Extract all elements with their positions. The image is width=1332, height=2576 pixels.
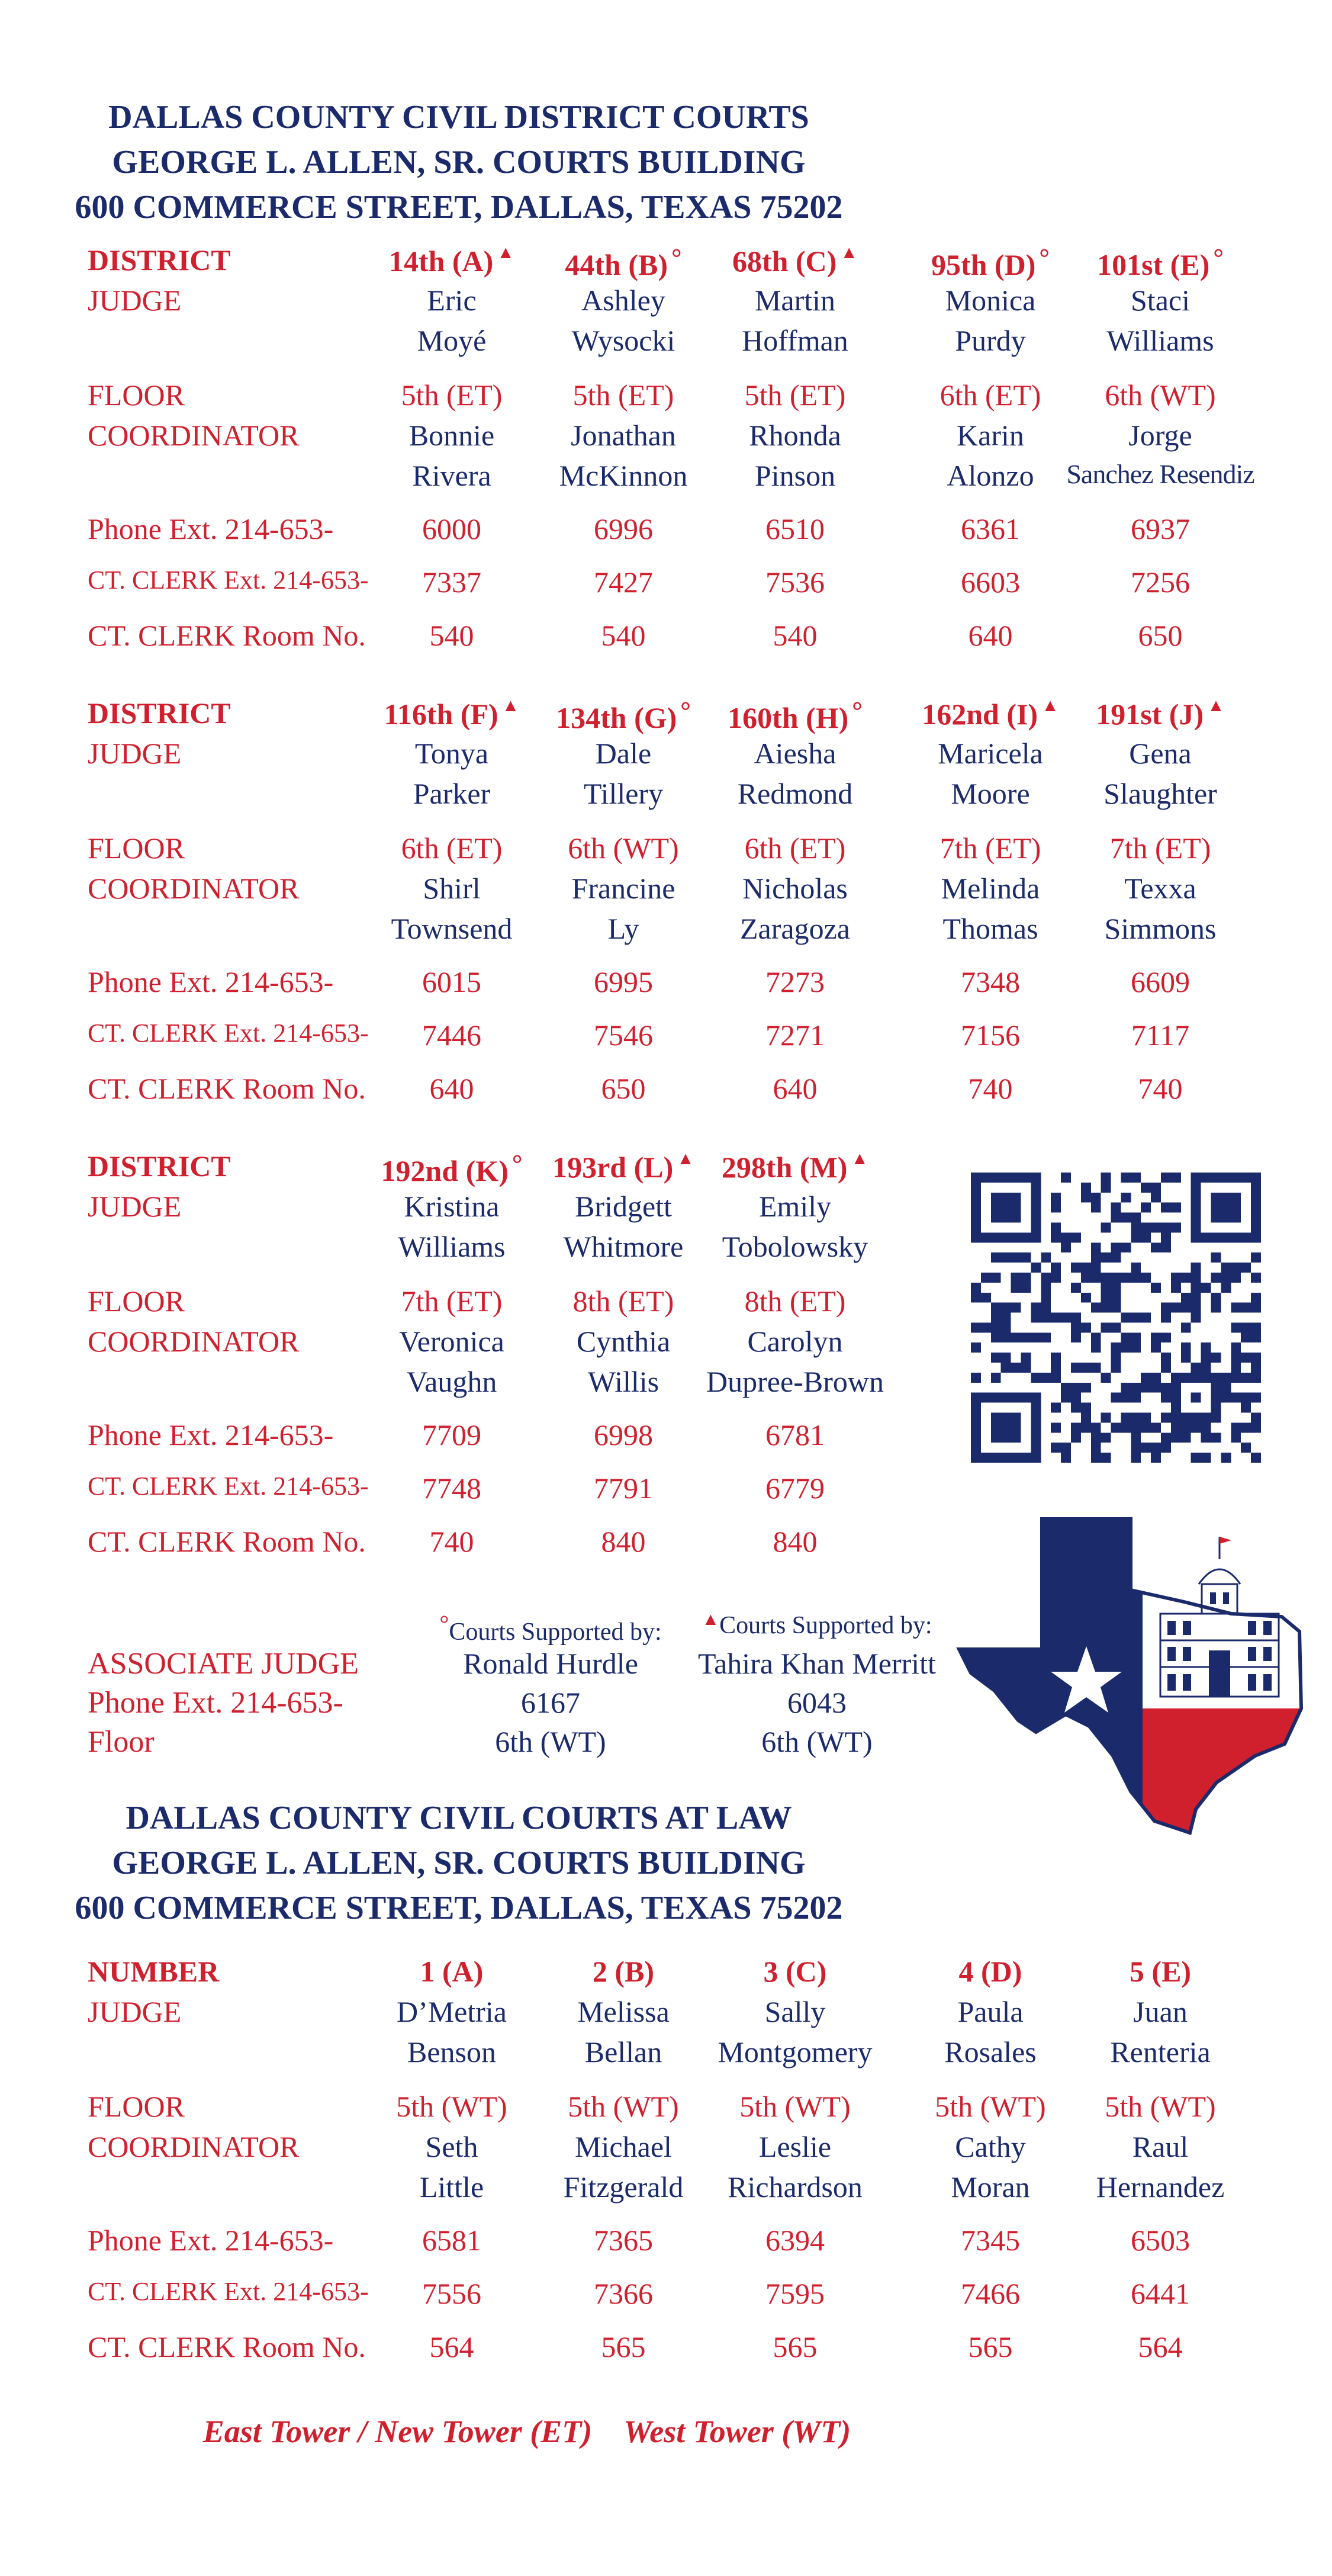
district-block2-col3-clerk-ext: 7271 [765,1019,825,1052]
district-block2-col5-judge1: Gena [1129,737,1192,770]
district-block1-col1-floor: 5th (ET) [401,378,503,412]
district-block2-col2-coord2: Ly [607,912,639,945]
district-block1-col5-clerk-ext: 7256 [1131,566,1190,599]
law-block-col2-clerk-ext: 7366 [594,2277,653,2310]
law-block-col3-court: 3 (C) [763,1955,827,1988]
associate-phone-1: 6167 [521,1686,580,1719]
district-block1-col3-phone: 6510 [765,512,825,545]
law-block-col2-phone: 7365 [594,2224,653,2257]
law-title: DALLAS COUNTY CIVIL COURTS AT LAW [126,1800,792,1836]
qr-code-icon[interactable] [971,1173,1261,1463]
district-block2-col1-coord2: Townsend [391,912,513,945]
district-block1-label-floor: FLOOR [88,378,185,412]
district-block1-col2-court: 44th (B) ° [565,243,682,281]
district-block3-col3-court: 298th (M) ▲ [721,1149,869,1184]
law-block-label-clerk-room: CT. CLERK Room No. [88,2330,366,2363]
associate-phone-2: 6043 [787,1686,847,1719]
law-block-col2-coord2: Fitzgerald [563,2170,684,2204]
district-block2-col4-judge1: Maricela [938,737,1043,770]
district-block2-col1-room: 640 [429,1072,474,1105]
district-block1-col2-floor: 5th (ET) [572,378,674,412]
district-block3-col3-room: 840 [773,1525,818,1558]
district-block2-col2-judge2: Tillery [583,777,664,810]
law-block-col1-coord2: Little [419,2170,484,2204]
district-block2-col3-floor: 6th (ET) [744,831,846,865]
district-block2-col2-phone: 6995 [594,965,653,998]
district-block2-col5-court: 191st (J) ▲ [1096,696,1225,731]
district-block2-col1-phone: 6015 [422,965,481,998]
district-block2-col4-judge2: Moore [951,777,1030,810]
law-block-col4-floor: 5th (WT) [935,2090,1046,2123]
district-block1-col4-judge2: Purdy [955,324,1026,357]
district-block2-label-phone: Phone Ext. 214-653- [88,965,334,998]
law-block-label-header: NUMBER [88,1955,220,1988]
law-block-col3-judge1: Sally [764,1995,826,2028]
law-block-col2-room: 565 [601,2330,646,2363]
district-block2-col5-coord2: Simmons [1104,912,1217,945]
district-block3-col1-coord2: Vaughn [406,1365,497,1398]
district-block1-col1-coord2: Rivera [412,459,491,492]
district-block2-col1-coord1: Shirl [423,872,481,905]
district-block3-col3-floor: 8th (ET) [744,1284,846,1318]
district-block3-label-coordinator: COORDINATOR [88,1325,300,1358]
district-block3-col2-clerk-ext: 7791 [594,1472,653,1505]
district-block3-col3-phone: 6781 [765,1418,825,1451]
district-block1-col3-court: 68th (C) ▲ [732,243,858,278]
district-block3-label-phone: Phone Ext. 214-653- [88,1418,334,1451]
associate-name-2: Tahira Khan Merritt [698,1647,936,1680]
district-block2-col2-coord1: Francine [571,872,675,905]
district-block1-col2-coord2: McKinnon [559,459,688,492]
law-block-col5-room: 564 [1138,2330,1183,2363]
district-block3-label-clerk-ext: CT. CLERK Ext. 214-653- [88,1472,369,1501]
district-block2-col5-floor: 7th (ET) [1109,831,1211,865]
district-block1-label-judge: JUDGE [88,284,182,317]
district-block3-col2-judge1: Bridgett [575,1190,672,1223]
law-block-col4-clerk-ext: 7466 [961,2277,1020,2310]
district-block2-label-judge: JUDGE [88,737,182,770]
district-block1-col4-room: 640 [968,619,1013,652]
law-block-col2-floor: 5th (WT) [568,2090,679,2123]
associate-phone-label: Phone Ext. 214-653- [88,1686,343,1720]
law-block-label-floor: FLOOR [88,2090,185,2123]
district-block2-col5-phone: 6609 [1131,965,1190,998]
district-block2-col2-court: 134th (G) ° [556,696,691,734]
district-block1-col4-court: 95th (D) ° [931,243,1050,281]
circle-mark: ° [852,696,863,725]
law-building: GEORGE L. ALLEN, SR. COURTS BUILDING [112,1845,806,1881]
law-block-col4-coord2: Moran [951,2170,1030,2204]
district-block2-col5-room: 740 [1138,1072,1183,1105]
district-block2-col1-clerk-ext: 7446 [422,1019,481,1052]
district-block2-col3-coord1: Nicholas [742,872,848,905]
law-block-col1-floor: 5th (WT) [396,2090,507,2123]
law-block-col5-coord1: Raul [1132,2130,1189,2163]
law-block-col2-coord1: Michael [575,2130,672,2163]
law-block-label-coordinator: COORDINATOR [88,2130,300,2163]
district-block1-col4-phone: 6361 [961,512,1020,545]
district-block3-col1-court: 192nd (K) ° [381,1149,523,1187]
district-block1-col2-judge1: Ashley [581,284,665,317]
district-block2-col4-floor: 7th (ET) [940,831,1041,865]
district-title: DALLAS COUNTY CIVIL DISTRICT COURTS [108,99,809,136]
district-block1-col5-room: 650 [1138,619,1183,652]
district-block1-col4-floor: 6th (ET) [940,378,1041,412]
district-block2-col2-room: 650 [601,1072,646,1105]
district-block1-col3-coord2: Pinson [754,459,836,492]
law-block-col4-phone: 7345 [961,2224,1020,2257]
law-block-label-clerk-ext: CT. CLERK Ext. 214-653- [88,2277,369,2306]
law-block-col4-judge2: Rosales [944,2035,1037,2068]
district-block1-col3-coord1: Rhonda [749,419,841,452]
district-block2-col2-floor: 6th (WT) [568,831,679,865]
triangle-mark: ▲ [1041,696,1059,715]
district-block2-col4-coord1: Melinda [941,872,1040,905]
associate-supported-2: ▲Courts Supported by: [702,1610,932,1639]
district-block1-col1-phone: 6000 [422,512,481,545]
district-block3-label-judge: JUDGE [88,1190,182,1223]
district-building: GEORGE L. ALLEN, SR. COURTS BUILDING [112,144,806,181]
triangle-mark: ▲ [1207,696,1225,715]
associate-floor-label: Floor [88,1725,155,1759]
law-block-col3-clerk-ext: 7595 [765,2277,825,2310]
district-block1-col5-judge1: Staci [1131,284,1190,317]
district-block1-col4-clerk-ext: 6603 [961,566,1020,599]
law-block-label-phone: Phone Ext. 214-653- [88,2224,334,2257]
law-block-col4-coord1: Cathy [955,2130,1026,2163]
district-block1-label-clerk-room: CT. CLERK Room No. [88,619,366,652]
district-block1-col2-phone: 6996 [594,512,653,545]
law-block-col1-court: 1 (A) [420,1955,484,1988]
district-block1-col5-floor: 6th (WT) [1105,378,1216,412]
district-block1-label-coordinator: COORDINATOR [88,419,300,452]
law-block-col1-judge1: D’Metria [396,1995,507,2028]
district-block1-label-header: DISTRICT [88,243,231,277]
district-block1-col2-clerk-ext: 7427 [594,566,653,599]
district-block1-col3-clerk-ext: 7536 [765,566,825,599]
district-block2-col3-room: 640 [773,1072,818,1105]
district-block1-col5-coord2: Sanchez Resendiz [1066,459,1254,489]
triangle-mark: ▲ [840,243,858,262]
circle-mark: ° [511,1149,523,1178]
law-block-col5-phone: 6503 [1131,2224,1190,2257]
law-block-col2-judge1: Melissa [577,1995,670,2028]
district-block3-col1-clerk-ext: 7748 [422,1472,481,1505]
district-block2-col3-judge1: Aiesha [754,737,836,770]
district-block3-col1-judge1: Kristina [404,1190,500,1223]
triangle-mark: ▲ [851,1149,869,1168]
district-block3-label-floor: FLOOR [88,1284,185,1318]
district-block2-col1-judge1: Tonya [414,737,489,770]
law-block-col1-judge2: Benson [407,2035,496,2068]
district-block3-col1-phone: 7709 [422,1418,481,1451]
law-address: 600 COMMERCE STREET, DALLAS, TEXAS 75202 [75,1890,843,1926]
circle-mark: ° [680,696,691,725]
district-block3-col2-room: 840 [601,1525,646,1558]
law-block-col1-coord1: Seth [425,2130,478,2163]
district-block3-col2-court: 193rd (L) ▲ [552,1149,694,1184]
district-block2-col4-coord2: Thomas [942,912,1038,945]
law-block-col3-phone: 6394 [765,2224,825,2257]
circle-mark: ° [1039,243,1050,272]
district-block3-label-header: DISTRICT [88,1149,231,1183]
law-block-col4-room: 565 [968,2330,1013,2363]
district-block1-col5-coord1: Jorge [1128,419,1192,452]
law-block-col3-room: 565 [773,2330,818,2363]
law-block-col5-judge2: Renteria [1110,2035,1211,2068]
district-block1-col5-judge2: Williams [1106,324,1214,357]
law-block-col5-court: 5 (E) [1129,1955,1192,1988]
texas-courthouse-icon [953,1513,1308,1839]
district-block2-label-floor: FLOOR [88,831,185,865]
law-block-col1-phone: 6581 [422,2224,481,2257]
district-block3-col3-judge2: Tobolowsky [722,1230,868,1263]
district-block1-col4-judge1: Monica [945,284,1036,317]
law-block-col5-coord2: Hernandez [1096,2170,1225,2204]
district-block2-col3-court: 160th (H) ° [728,696,863,734]
district-block1-col3-judge2: Hoffman [742,324,848,357]
district-block2-col2-clerk-ext: 7546 [594,1019,653,1052]
triangle-mark: ▲ [497,243,515,262]
district-block1-label-phone: Phone Ext. 214-653- [88,512,334,545]
district-block1-col4-coord1: Karin [957,419,1024,452]
law-block-col3-coord2: Richardson [728,2170,863,2204]
district-block2-col1-court: 116th (F) ▲ [384,696,520,731]
triangle-mark: ▲ [677,1149,694,1168]
district-block2-col3-judge2: Redmond [737,777,853,810]
district-block3-col2-coord1: Cynthia [576,1325,671,1358]
district-block3-col2-coord2: Willis [587,1365,659,1398]
district-block3-col1-judge2: Williams [398,1230,506,1263]
district-block3-col2-floor: 8th (ET) [572,1284,674,1318]
law-block-col2-court: 2 (B) [592,1955,655,1988]
district-block2-label-header: DISTRICT [88,696,231,730]
circle-mark: ° [439,1610,449,1637]
district-block3-label-clerk-room: CT. CLERK Room No. [88,1525,366,1558]
district-block2-label-clerk-room: CT. CLERK Room No. [88,1072,366,1105]
district-block1-col1-clerk-ext: 7337 [422,566,481,599]
law-block-label-judge: JUDGE [88,1995,182,2028]
triangle-mark: ▲ [702,1610,720,1629]
district-block2-label-clerk-ext: CT. CLERK Ext. 214-653- [88,1019,369,1048]
tower-legend: East Tower / New Tower (ET) West Tower (WT) [202,2414,851,2449]
district-block1-col2-room: 540 [601,619,646,652]
district-block2-col5-clerk-ext: 7117 [1131,1019,1190,1052]
district-block1-col1-judge2: Moyé [417,324,487,357]
associate-label: ASSOCIATE JUDGE [88,1647,359,1681]
associate-floor-1: 6th (WT) [495,1725,606,1758]
district-block1-col3-room: 540 [773,619,818,652]
district-block3-col3-clerk-ext: 6779 [765,1472,825,1505]
law-block-col3-coord1: Leslie [758,2130,832,2163]
district-block3-col3-coord1: Carolyn [747,1325,843,1358]
circle-mark: ° [671,243,682,272]
law-block-col4-judge1: Paula [957,1995,1024,2028]
district-block2-col2-judge1: Dale [595,737,652,770]
law-block-col2-judge2: Bellan [584,2035,662,2068]
district-block3-col3-coord2: Dupree-Brown [706,1365,884,1398]
district-block1-col4-coord2: Alonzo [947,459,1034,492]
district-block2-col1-judge2: Parker [413,777,491,810]
district-block1-col5-phone: 6937 [1131,512,1190,545]
district-block1-col1-court: 14th (A) ▲ [388,243,515,278]
district-block1-col5-court: 101st (E) ° [1097,243,1224,281]
law-block-col5-judge1: Juan [1133,1995,1188,2028]
district-block2-label-coordinator: COORDINATOR [88,872,300,905]
circle-mark: ° [1213,243,1224,272]
district-block2-col1-floor: 6th (ET) [401,831,503,865]
law-block-col1-room: 564 [429,2330,474,2363]
district-block2-col3-coord2: Zaragoza [740,912,850,945]
district-block1-label-clerk-ext: CT. CLERK Ext. 214-653- [88,566,369,595]
associate-supported-1: °Courts Supported by: [439,1610,662,1646]
district-block1-col3-judge1: Martin [754,284,836,317]
district-block1-col1-judge1: Eric [427,284,477,317]
district-block2-col3-phone: 7273 [765,965,825,998]
associate-floor-2: 6th (WT) [761,1725,873,1758]
district-block3-col2-judge2: Whitmore [563,1230,684,1263]
law-block-col5-clerk-ext: 6441 [1131,2277,1190,2310]
district-block2-col4-court: 162nd (I) ▲ [922,696,1059,731]
law-block-col1-clerk-ext: 7556 [422,2277,481,2310]
district-block2-col5-coord1: Texxa [1124,872,1196,905]
associate-name-1: Ronald Hurdle [463,1647,638,1680]
district-address: 600 COMMERCE STREET, DALLAS, TEXAS 75202 [75,189,843,226]
district-block1-col3-floor: 5th (ET) [744,378,846,412]
district-block1-col2-judge2: Wysocki [571,324,675,357]
law-block-col3-judge2: Montgomery [718,2035,873,2068]
district-block3-col1-floor: 7th (ET) [401,1284,503,1318]
district-block2-col4-room: 740 [968,1072,1013,1105]
district-block3-col2-phone: 6998 [594,1418,653,1451]
law-block-col4-court: 4 (D) [958,1955,1022,1988]
district-block2-col4-phone: 7348 [961,965,1020,998]
law-block-col5-floor: 5th (WT) [1105,2090,1216,2123]
district-block1-col2-coord1: Jonathan [571,419,676,452]
district-block3-col1-room: 740 [429,1525,474,1558]
triangle-mark: ▲ [501,696,520,715]
district-block2-col5-judge2: Slaughter [1103,777,1217,810]
district-block1-col1-room: 540 [429,619,474,652]
district-block1-col1-coord1: Bonnie [408,419,495,452]
district-block3-col1-coord1: Veronica [399,1325,504,1358]
district-block3-col3-judge1: Emily [758,1190,832,1223]
district-block2-col4-clerk-ext: 7156 [961,1019,1020,1052]
law-block-col3-floor: 5th (WT) [739,2090,851,2123]
